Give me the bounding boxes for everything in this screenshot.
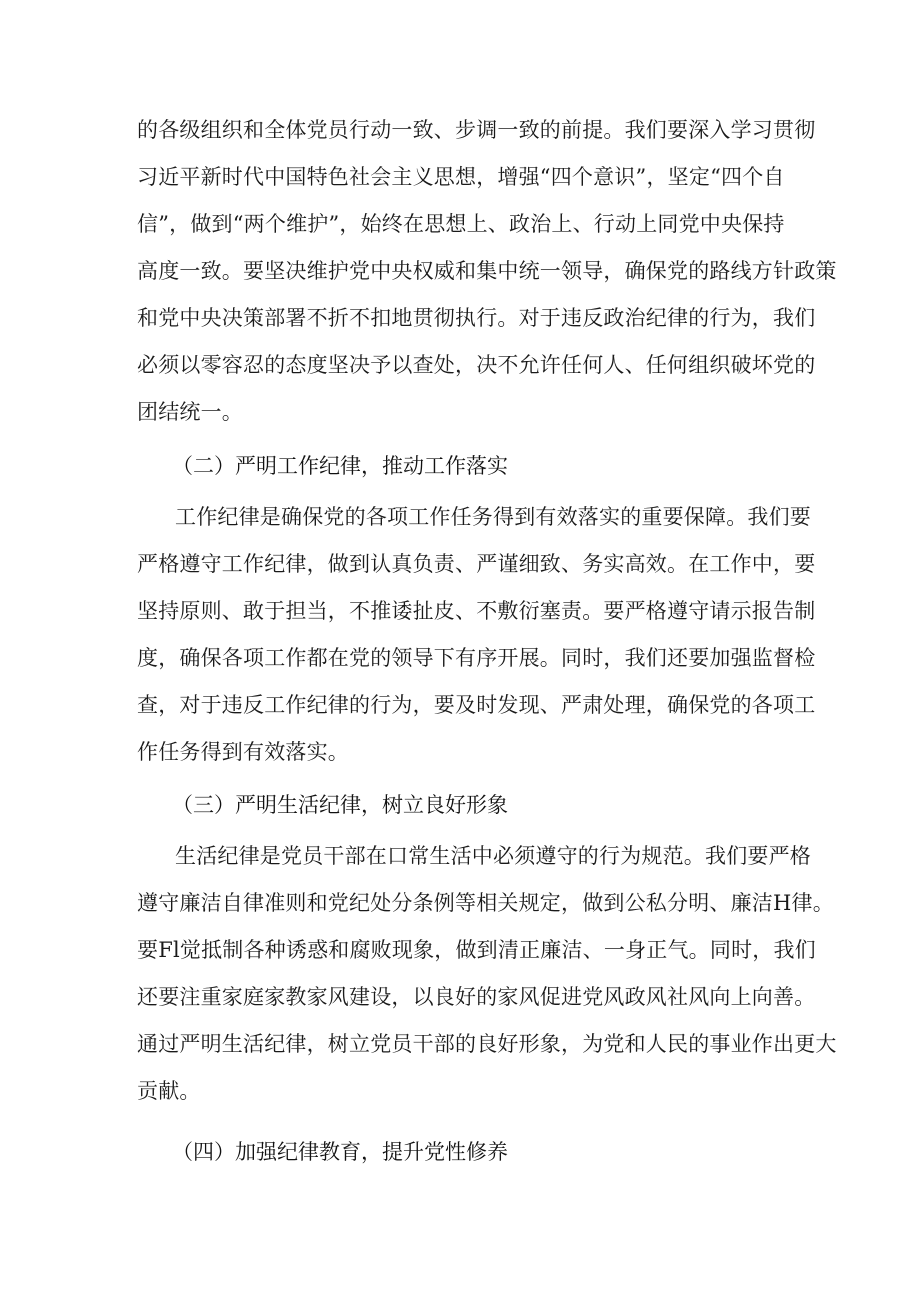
text-line: 通过严明生活纪律，树立党员干部的良好形象，为党和人民的事业作出更大 (137, 1032, 837, 1056)
text-line: 查，对于违反工作纪律的行为，要及时发现、严肃处理，确保党的各项工 (137, 693, 816, 717)
paragraph-life-discipline (137, 833, 837, 1115)
text-line: 工作纪律是确保党的各项工作任务得到有效落实的重要保障。我们要 (175, 505, 811, 529)
text-line: 和党中央决策部署不折不扣地贯彻执行。对于违反政治纪律的行为，我们 (137, 306, 816, 330)
text-line: 的各级组织和全体党员行动一致、步调一致的前提。我们要深入学习贯彻 (137, 118, 816, 142)
text-line: 作任务得到有效落实。 (137, 740, 349, 764)
text-line: 必须以零容忍的态度坚决予以查处，决不允许任何人、任何组织破坏党的 (137, 353, 816, 377)
paragraph-political-discipline (137, 107, 837, 436)
section-heading-discipline-education: （四）加强纪律教育，提升党性修养 (172, 1140, 508, 1164)
text-line: 遵守廉洁自律准则和党纪处分条例等相关规定，做到公私分明、廉洁H律。 (137, 891, 834, 915)
text-line: 度，确保各项工作都在党的领导下有序开展。同时，我们还要加强监督检 (137, 646, 816, 670)
text-line: 严格遵守工作纪律，做到认真负责、严谨细致、务实高效。在工作中，要 (137, 552, 816, 576)
paragraph-work-discipline (137, 494, 816, 776)
text-line: 信”，做到“两个维护”，始终在思想上、政治上、行动上同党中央保持 (137, 212, 785, 236)
text-line: 团结统一。 (137, 400, 243, 424)
section-heading-life-discipline: （三）严明生活纪律，树立良好形象 (172, 793, 508, 817)
text-line: 习近平新时代中国特色社会主义思想，增强“四个意识”，坚定“四个自 (137, 165, 785, 189)
text-line: 生活纪律是党员干部在口常生活中必须遵守的行为规范。我们要严格 (175, 844, 811, 868)
section-heading-work-discipline: （二）严明工作纪律，推动工作落实 (172, 454, 508, 478)
text-line: 贡献。 (137, 1079, 201, 1103)
text-line: 坚持原则、敢于担当，不推诿扯皮、不敷衍塞责。要严格遵守请示报告制 (137, 599, 816, 623)
text-line: 高度一致。要坚决维护党中央权威和集中统一领导，确保党的路线方针政策 (137, 259, 837, 283)
text-line: 还要注重家庭家教家风建设，以良好的家风促进党风政风社风向上向善。 (137, 985, 816, 1009)
text-line: 要Fl觉抵制各种诱惑和腐败现象，做到清正廉洁、一身正气。同时，我们 (137, 938, 816, 962)
